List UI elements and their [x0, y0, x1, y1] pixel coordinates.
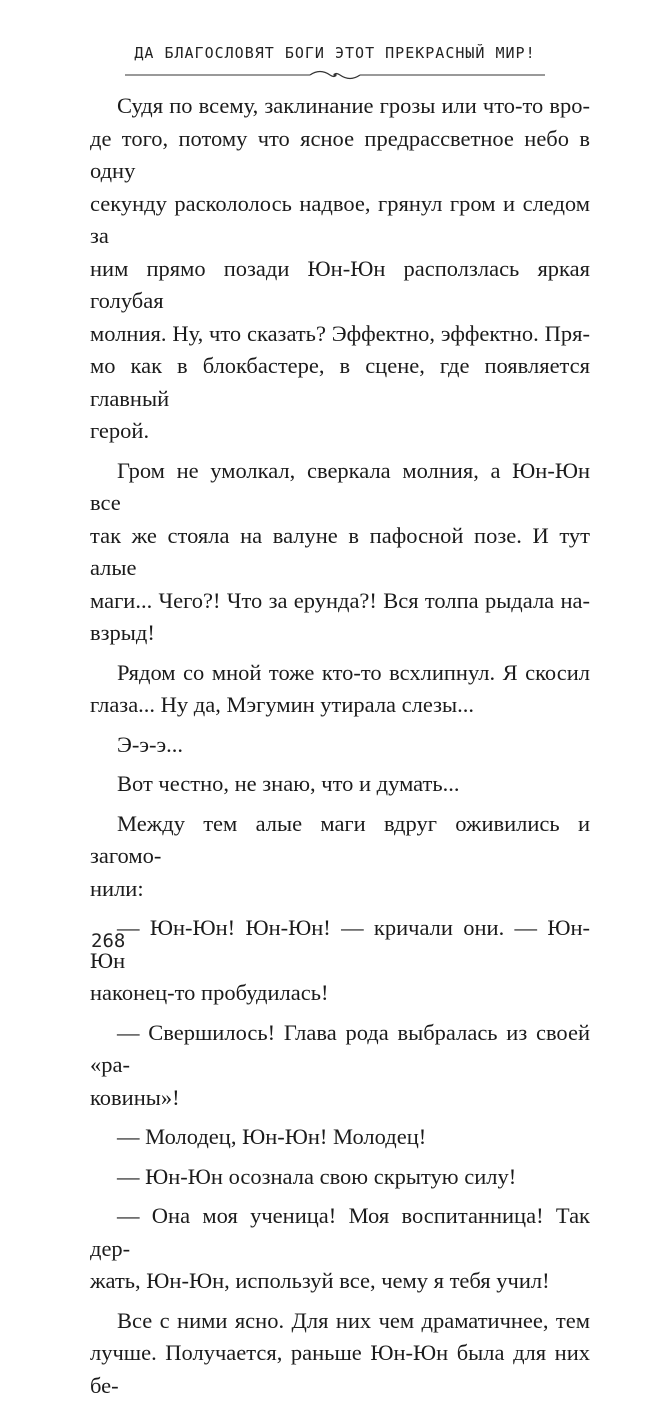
- text-line: де того, потому что ясное предрассветное небо в одну: [90, 125, 590, 183]
- running-header: [0, 44, 670, 82]
- text-line: секунду раскололось надвое, грянул гром и следом за: [90, 190, 590, 248]
- text-line: Между тем алые маги вдруг оживились и загомо-: [90, 810, 590, 868]
- text-line: — Свершилось! Глава рода выбралась из своей «ра-: [90, 1019, 590, 1077]
- text-line: — Юн-Юн! Юн-Юн! — кричали они. — Юн-Юн: [90, 915, 590, 973]
- text-line: — Молодец, Юн-Юн! Молодец!: [117, 1124, 427, 1149]
- text-line: Судя по всему, заклинание грозы или что-то вро-: [117, 93, 590, 118]
- text-line: так же стояла на валуне в пафосной позе. И тут алые: [90, 522, 590, 580]
- text-line: наконец-то пробудилась!: [90, 980, 329, 1005]
- book-title: ДА БЛАГОСЛОВЯТ БОГИ ЭТОТ ПРЕКРАСНЫЙ МИР!: [134, 44, 536, 62]
- text-line: Э-э-э...: [117, 731, 184, 757]
- text-line: герой.: [90, 418, 150, 443]
- text-line: ним прямо позади Юн-Юн расползлась яркая голубая: [90, 255, 590, 313]
- text-line: Все с ними ясно. Для них чем драматичнее, тем: [117, 1307, 590, 1333]
- body-text: [90, 90, 590, 1402]
- text-line: нили:: [90, 875, 144, 901]
- text-line: мо как в блокбастере, в сцене, где появляется главный: [90, 353, 590, 411]
- text-line: Гром не умолкал, сверкала молния, а Юн-Юн все: [90, 457, 590, 515]
- text-line: глаза... Ну да, Мэгумин утирала слезы...: [90, 692, 475, 717]
- text-line: жать, Юн-Юн, используй все, чему я тебя учил!: [90, 1268, 550, 1293]
- text-line: маги... Чего?! Что за ерунда?! Вся толпа рыдала на-: [90, 587, 590, 613]
- text-line: — Юн-Юн осознала свою скрытую силу!: [117, 1163, 517, 1189]
- text-line: молния. Ну, что сказать? Эффектно, эффектно. Пря-: [90, 320, 590, 346]
- text-line: Вот честно, не знаю, что и думать...: [117, 771, 460, 796]
- text-line: — Она моя ученица! Моя воспитанница! Так дер-: [90, 1203, 590, 1261]
- ornamental-divider-icon: [125, 68, 545, 82]
- text-line: Рядом со мной тоже кто-то всхлипнул. Я скосил: [117, 659, 590, 685]
- page-number: 268: [91, 930, 126, 952]
- text-line: взрыд!: [90, 620, 155, 645]
- text-line: ковины»!: [90, 1084, 180, 1110]
- text-line: лучше. Получается, раньше Юн-Юн была для них бе-: [90, 1340, 590, 1398]
